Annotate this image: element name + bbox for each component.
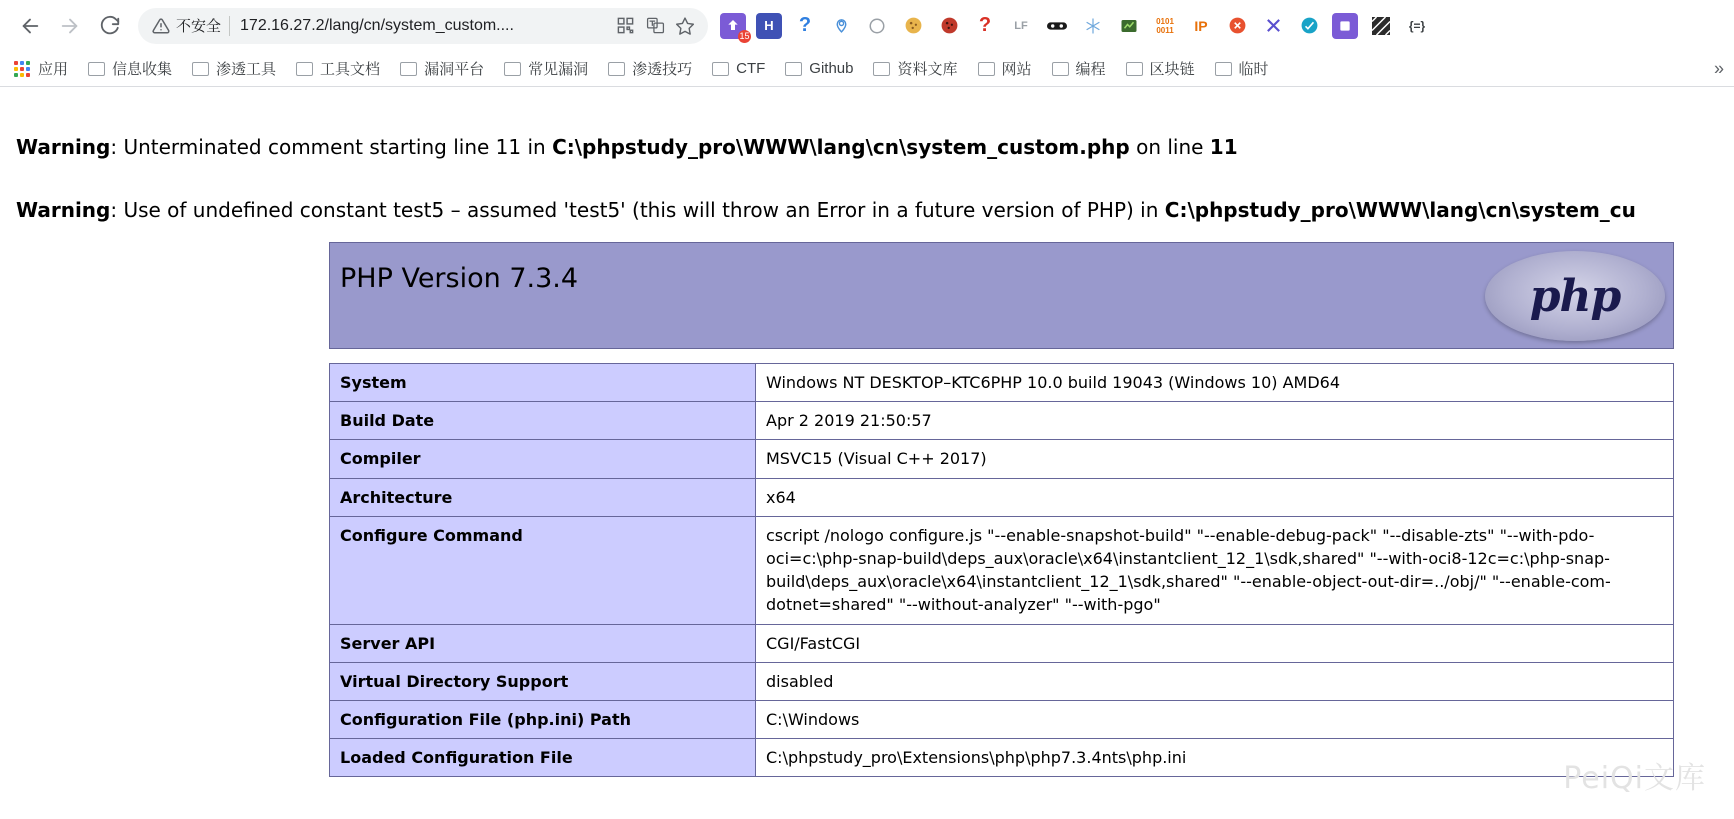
bookmark-label: 区块链 <box>1149 61 1195 78</box>
security-status-label: 不安全 <box>176 18 222 35</box>
table-row <box>330 700 1674 738</box>
phpinfo-table <box>329 363 1674 777</box>
x-extension-icon[interactable] <box>1260 13 1286 39</box>
php-logo-text: php <box>1529 270 1621 322</box>
row-value: disabled <box>756 662 1674 700</box>
warning-text: : Use of undefined constant test5 – assumed 'test5' (this will throw an Error in a future version of PHP) in <box>110 198 1165 222</box>
row-value: Apr 2 2019 21:50:57 <box>756 402 1674 440</box>
folder-icon <box>192 62 209 76</box>
address-bar[interactable] <box>138 8 708 44</box>
row-key: Configure Command <box>330 516 756 624</box>
binary-extension-icon[interactable]: 0101 0011 <box>1152 13 1178 39</box>
pattern-extension-icon[interactable] <box>1368 13 1394 39</box>
table-row <box>330 478 1674 516</box>
help-blue-extension-icon[interactable]: ? <box>792 13 818 39</box>
row-key: Compiler <box>330 440 756 478</box>
forward-icon[interactable] <box>50 6 90 46</box>
row-key: Loaded Configuration File <box>330 739 756 777</box>
bookmark-label: 渗透工具 <box>216 61 277 78</box>
bookmark-label: Github <box>809 60 854 77</box>
row-value: CGI/FastCGI <box>756 624 1674 662</box>
help-red-extension-icon[interactable]: ? <box>972 13 998 39</box>
bookmark-folder-10[interactable] <box>1052 58 1106 79</box>
browser-toolbar <box>0 0 1734 51</box>
purple-square-extension-icon[interactable] <box>1332 13 1358 39</box>
bookmark-folder-4[interactable] <box>504 58 588 79</box>
bookmark-folder-11[interactable] <box>1126 58 1195 79</box>
table-row <box>330 440 1674 478</box>
warning-text: : Unterminated comment starting line 11 in <box>110 135 553 159</box>
row-key: Architecture <box>330 478 756 516</box>
bookmark-folder-1[interactable] <box>192 58 276 79</box>
row-value: MSVC15 (Visual C++ 2017) <box>756 440 1674 478</box>
row-key: Build Date <box>330 402 756 440</box>
folder-icon <box>608 62 625 76</box>
bookmark-label: 编程 <box>1075 61 1106 78</box>
bookmark-label: CTF <box>736 60 766 77</box>
warning-line-number: 11 <box>1209 135 1238 159</box>
bookmark-apps[interactable] <box>14 58 68 79</box>
bookmark-folder-7[interactable] <box>785 60 853 77</box>
bookmark-label: 网站 <box>1001 61 1032 78</box>
green-chart-extension-icon[interactable] <box>1116 13 1142 39</box>
table-row <box>330 516 1674 624</box>
bookmark-folder-5[interactable] <box>608 58 692 79</box>
apps-grid-icon <box>14 61 30 77</box>
php-warning-1 <box>16 135 1238 159</box>
row-value: cscript /nologo configure.js "--enable-snapshot-build" "--enable-debug-pack" "--disable-zts" "--with-pdo-oci=c:\php-snap-build\deps_aux\oracle\x64\instantclient_12_1\sdk,shared" "--with-oci8-12c=c:\php-snap-build\deps_aux\oracle\x64\instantclient_12_1\sdk,shared" "--enable-object-out-dir=../obj/" "--enable-com-dotnet=shared" "--without-analyzer" "--with-pgo" <box>756 516 1674 624</box>
table-row <box>330 624 1674 662</box>
folder-icon <box>1126 62 1143 76</box>
table-row <box>330 662 1674 700</box>
row-value: Windows NT DESKTOP–KTC6PHP 10.0 build 19043 (Windows 10) AMD64 <box>756 364 1674 402</box>
php-warning-2 <box>16 198 1636 222</box>
warning-path: C:\phpstudy_pro\WWW\lang\cn\system_cu <box>1164 198 1636 222</box>
folder-icon <box>785 62 802 76</box>
folder-icon <box>978 62 995 76</box>
row-value: C:\phpstudy_pro\Extensions\php\php7.3.4nts\php.ini <box>756 739 1674 777</box>
folder-icon <box>400 62 417 76</box>
bookmark-label: 常见漏洞 <box>528 61 589 78</box>
extension-badge-count: 15 <box>739 30 750 41</box>
cookie-editor-extension-icon[interactable] <box>936 13 962 39</box>
reload-icon[interactable] <box>90 6 130 46</box>
folder-icon <box>712 62 729 76</box>
row-key: Server API <box>330 624 756 662</box>
page-content <box>0 87 1734 819</box>
bookmarks-overflow-icon[interactable]: » <box>1713 58 1724 78</box>
upload-extension-icon[interactable] <box>720 13 750 41</box>
omnibox-divider <box>229 16 230 36</box>
extensions-strip <box>720 13 1430 39</box>
location-pin-extension-icon[interactable] <box>828 13 854 39</box>
table-row <box>330 739 1674 777</box>
not-secure-warning-icon <box>152 17 170 35</box>
bookmark-folder-3[interactable] <box>400 58 484 79</box>
qr-code-icon[interactable] <box>612 13 638 39</box>
warning-prefix: Warning <box>16 135 111 159</box>
warning-text-after: on line <box>1129 135 1210 159</box>
hackbar-extension-icon[interactable]: H <box>756 13 782 39</box>
row-value: x64 <box>756 478 1674 516</box>
back-icon[interactable] <box>10 6 50 46</box>
bookmark-folder-9[interactable] <box>978 58 1032 79</box>
translate-icon[interactable] <box>642 13 668 39</box>
warning-prefix: Warning <box>16 198 111 222</box>
folder-icon <box>88 62 105 76</box>
bookmark-label: 漏洞平台 <box>424 61 485 78</box>
bookmark-folder-0[interactable] <box>88 58 172 79</box>
snowflake-extension-icon[interactable] <box>1080 13 1106 39</box>
folder-icon <box>504 62 521 76</box>
folder-icon <box>1215 62 1232 76</box>
bookmark-label: 工具文档 <box>320 61 381 78</box>
row-key: System <box>330 364 756 402</box>
star-icon[interactable] <box>672 13 698 39</box>
mask-extension-icon[interactable] <box>1044 13 1070 39</box>
url-text[interactable]: 172.16.27.2/lang/cn/system_custom.... <box>240 16 514 34</box>
folder-icon <box>1052 62 1069 76</box>
table-row <box>330 402 1674 440</box>
bookmark-label: 渗透技巧 <box>632 61 693 78</box>
bookmarks-bar <box>0 51 1734 87</box>
phpinfo-header <box>329 242 1674 349</box>
bookmark-label: 临时 <box>1238 61 1269 78</box>
braces-extension-icon[interactable]: {=} <box>1404 13 1430 39</box>
ip-extension-icon[interactable]: IP <box>1188 13 1214 39</box>
folder-icon <box>873 62 890 76</box>
teal-extension-icon[interactable] <box>1296 13 1322 39</box>
phpinfo-block <box>329 242 1674 777</box>
bookmark-folder-8[interactable] <box>873 58 957 79</box>
php-version-title: PHP Version 7.3.4 <box>340 263 579 294</box>
bookmark-folder-12[interactable] <box>1215 58 1269 79</box>
row-key: Virtual Directory Support <box>330 662 756 700</box>
bookmark-label: 信息收集 <box>112 61 173 78</box>
row-key: Configuration File (php.ini) Path <box>330 700 756 738</box>
bookmark-folder-2[interactable] <box>296 58 380 79</box>
lf-extension-icon[interactable]: LF <box>1008 13 1034 39</box>
circle-gray-extension-icon[interactable] <box>864 13 890 39</box>
bookmark-label: 资料文库 <box>897 61 958 78</box>
watermark: PeiQi文库 <box>1563 761 1706 796</box>
bookmark-label: 应用 <box>38 61 69 78</box>
folder-icon <box>296 62 313 76</box>
close-red-extension-icon[interactable] <box>1224 13 1250 39</box>
php-logo-icon <box>1485 251 1665 341</box>
table-row <box>330 364 1674 402</box>
warning-path: C:\phpstudy_pro\WWW\lang\cn\system_custom.php <box>552 135 1130 159</box>
row-value: C:\Windows <box>756 700 1674 738</box>
cookie-extension-icon[interactable] <box>900 13 926 39</box>
bookmark-folder-6[interactable] <box>712 60 765 77</box>
